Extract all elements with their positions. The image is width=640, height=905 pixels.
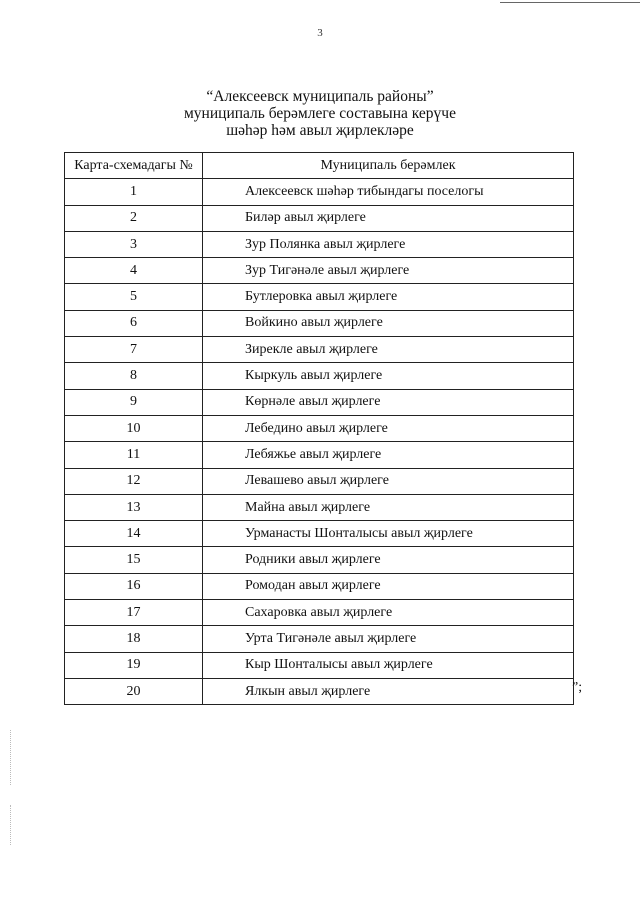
municipality-name-cell: Сахаровка авыл җирлеге <box>203 600 574 626</box>
row-number-cell: 13 <box>65 494 203 520</box>
table-row <box>65 337 574 363</box>
row-number-cell: 4 <box>65 258 203 284</box>
row-number-cell: 6 <box>65 310 203 336</box>
table-row <box>65 389 574 415</box>
municipality-name-cell: Майна авыл җирлеге <box>203 494 574 520</box>
row-number-cell: 12 <box>65 468 203 494</box>
municipality-name-cell: Биләр авыл җирлеге <box>203 205 574 231</box>
column-header-municipality: Муниципаль берәмлек <box>203 153 574 179</box>
municipality-name-cell: Лебедино авыл җирлеге <box>203 415 574 441</box>
row-number-cell: 18 <box>65 626 203 652</box>
municipality-name-cell: Кыр Шонталысы авыл җирлеге <box>203 652 574 678</box>
table-row <box>65 258 574 284</box>
table-row <box>65 231 574 257</box>
row-number-cell: 15 <box>65 547 203 573</box>
row-number-cell: 2 <box>65 205 203 231</box>
municipality-name-cell: Зирекле авыл җирлеге <box>203 337 574 363</box>
page-number: 3 <box>317 27 323 39</box>
municipality-name-cell: Ромодан авыл җирлеге <box>203 573 574 599</box>
heading-line-3: шәһәр һәм авыл җирлекләре <box>226 122 414 139</box>
municipality-name-cell: Кыркуль авыл җирлеге <box>203 363 574 389</box>
municipality-name-cell: Родники авыл җирлеге <box>203 547 574 573</box>
table-row <box>65 573 574 599</box>
row-number-cell: 8 <box>65 363 203 389</box>
municipality-name-cell: Алексеевск шәһәр тибындагы поселогы <box>203 179 574 205</box>
table-body <box>65 179 574 705</box>
table-row <box>65 363 574 389</box>
table-row <box>65 600 574 626</box>
row-number-cell: 20 <box>65 678 203 704</box>
table-row <box>65 205 574 231</box>
table-row <box>65 652 574 678</box>
row-number-cell: 16 <box>65 573 203 599</box>
municipality-name-cell: Зур Полянка авыл җирлеге <box>203 231 574 257</box>
row-number-cell: 5 <box>65 284 203 310</box>
row-number-cell: 7 <box>65 337 203 363</box>
closing-quote-mark: ”; <box>572 680 583 695</box>
municipality-name-cell: Ялкын авыл җирлеге <box>203 678 574 704</box>
row-number-cell: 14 <box>65 521 203 547</box>
table-row <box>65 442 574 468</box>
table-row <box>65 310 574 336</box>
table-row <box>65 284 574 310</box>
table-row <box>65 468 574 494</box>
row-number-cell: 10 <box>65 415 203 441</box>
municipalities-table <box>64 152 574 705</box>
row-number-cell: 1 <box>65 179 203 205</box>
column-header-map-number: Карта-схемадагы № <box>65 153 203 179</box>
row-number-cell: 11 <box>65 442 203 468</box>
table-header-row <box>65 153 574 179</box>
municipality-name-cell: Урманасты Шонталысы авыл җирлеге <box>203 521 574 547</box>
municipality-name-cell: Бутлеровка авыл җирлеге <box>203 284 574 310</box>
row-number-cell: 3 <box>65 231 203 257</box>
municipality-name-cell: Зур Тигәнәле авыл җирлеге <box>203 258 574 284</box>
municipality-name-cell: Лебяжье авыл җирлеге <box>203 442 574 468</box>
row-number-cell: 17 <box>65 600 203 626</box>
margin-scan-mark <box>10 730 11 785</box>
table-row <box>65 521 574 547</box>
municipality-name-cell: Войкино авыл җирлеге <box>203 310 574 336</box>
table-row <box>65 494 574 520</box>
table-row <box>65 547 574 573</box>
table-row <box>65 626 574 652</box>
municipality-name-cell: Левашево авыл җирлеге <box>203 468 574 494</box>
heading-line-2: муниципаль берәмлеге составына керүче <box>184 105 456 122</box>
municipality-name-cell: Урта Тигәнәле авыл җирлеге <box>203 626 574 652</box>
table-row <box>65 415 574 441</box>
margin-scan-mark <box>10 805 11 845</box>
document-heading <box>0 88 640 139</box>
table-row <box>65 678 574 704</box>
heading-line-1: “Алексеевск муниципаль районы” <box>206 88 434 105</box>
table-row <box>65 179 574 205</box>
row-number-cell: 9 <box>65 389 203 415</box>
top-border-line <box>500 2 640 3</box>
municipality-name-cell: Көрнәле авыл җирлеге <box>203 389 574 415</box>
row-number-cell: 19 <box>65 652 203 678</box>
